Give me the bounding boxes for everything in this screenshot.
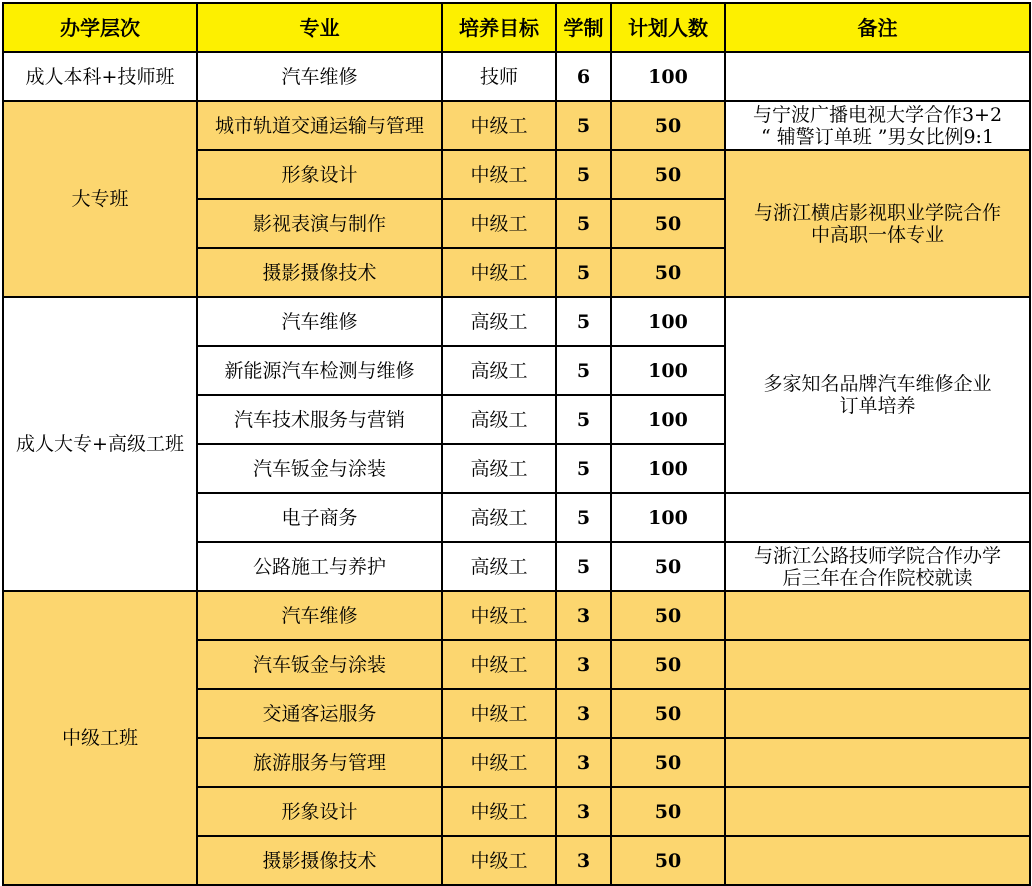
header-goal: 培养目标 <box>442 3 556 52</box>
enrollment-plan-table <box>2 2 1031 886</box>
count-cell: 50 <box>611 640 725 689</box>
major-cell: 形象设计 <box>197 150 442 199</box>
count-cell: 100 <box>611 52 725 101</box>
table-row <box>3 297 1030 346</box>
years-cell: 5 <box>556 444 611 493</box>
table-header-row <box>3 3 1030 52</box>
major-cell: 形象设计 <box>197 787 442 836</box>
header-count: 计划人数 <box>611 3 725 52</box>
count-cell: 100 <box>611 493 725 542</box>
note-line: 与浙江公路技师学院合作办学 <box>753 544 1001 567</box>
count-cell: 50 <box>611 689 725 738</box>
years-cell: 5 <box>556 101 611 150</box>
major-cell: 公路施工与养护 <box>197 542 442 591</box>
years-cell: 3 <box>556 787 611 836</box>
note-cell <box>725 640 1030 689</box>
years-cell: 3 <box>556 640 611 689</box>
note-line: 多家知名品牌汽车维修企业 <box>763 373 992 395</box>
goal-cell: 中级工 <box>442 199 556 248</box>
count-cell: 50 <box>611 787 725 836</box>
years-cell: 3 <box>556 738 611 787</box>
years-cell: 3 <box>556 689 611 738</box>
count-cell: 100 <box>611 346 725 395</box>
table-row <box>3 52 1030 101</box>
header-major: 专业 <box>197 3 442 52</box>
count-cell: 50 <box>611 591 725 640</box>
header-years: 学制 <box>556 3 611 52</box>
level-cell: 大专班 <box>3 101 197 297</box>
major-cell: 新能源汽车检测与维修 <box>197 346 442 395</box>
major-cell: 汽车维修 <box>197 591 442 640</box>
years-cell: 5 <box>556 346 611 395</box>
level-cell: 成人本科+技师班 <box>3 52 197 101</box>
years-cell: 6 <box>556 52 611 101</box>
major-cell: 汽车钣金与涂装 <box>197 444 442 493</box>
note-line: 订单培养 <box>839 395 916 417</box>
count-cell: 50 <box>611 199 725 248</box>
major-cell: 影视表演与制作 <box>197 199 442 248</box>
major-cell: 摄影摄像技术 <box>197 248 442 297</box>
major-cell: 汽车技术服务与营销 <box>197 395 442 444</box>
note-cell <box>725 787 1030 836</box>
note-line: 中高职一体专业 <box>810 223 944 246</box>
years-cell: 5 <box>556 248 611 297</box>
major-cell: 汽车维修 <box>197 297 442 346</box>
years-cell: 5 <box>556 542 611 591</box>
years-cell: 5 <box>556 395 611 444</box>
years-cell: 5 <box>556 199 611 248</box>
years-cell: 5 <box>556 493 611 542</box>
major-cell: 电子商务 <box>197 493 442 542</box>
level-cell: 中级工班 <box>3 591 197 885</box>
goal-cell: 高级工 <box>442 444 556 493</box>
goal-cell: 中级工 <box>442 836 556 885</box>
note-cell <box>725 52 1030 101</box>
goal-cell: 中级工 <box>442 689 556 738</box>
goal-cell: 中级工 <box>442 787 556 836</box>
major-cell: 交通客运服务 <box>197 689 442 738</box>
years-cell: 5 <box>556 297 611 346</box>
count-cell: 100 <box>611 444 725 493</box>
count-cell: 50 <box>611 542 725 591</box>
note-cell <box>725 591 1030 640</box>
table-row <box>3 101 1030 150</box>
major-cell: 摄影摄像技术 <box>197 836 442 885</box>
major-cell: 城市轨道交通运输与管理 <box>197 101 442 150</box>
goal-cell: 中级工 <box>442 101 556 150</box>
goal-cell: 高级工 <box>442 346 556 395</box>
level-cell: 成人大专+高级工班 <box>3 297 197 591</box>
goal-cell: 中级工 <box>442 248 556 297</box>
goal-cell: 技师 <box>442 52 556 101</box>
major-cell: 旅游服务与管理 <box>197 738 442 787</box>
table-row <box>3 591 1030 640</box>
goal-cell: 中级工 <box>442 150 556 199</box>
note-cell <box>725 836 1030 885</box>
count-cell: 100 <box>611 297 725 346</box>
count-cell: 100 <box>611 395 725 444</box>
goal-cell: 中级工 <box>442 640 556 689</box>
years-cell: 5 <box>556 150 611 199</box>
count-cell: 50 <box>611 101 725 150</box>
note-line: 与浙江横店影视职业学院合作 <box>753 201 1001 224</box>
note-cell <box>725 493 1030 542</box>
header-notes: 备注 <box>725 3 1030 52</box>
goal-cell: 高级工 <box>442 395 556 444</box>
count-cell: 50 <box>611 836 725 885</box>
header-level: 办学层次 <box>3 3 197 52</box>
major-cell: 汽车维修 <box>197 52 442 101</box>
count-cell: 50 <box>611 248 725 297</box>
goal-cell: 中级工 <box>442 591 556 640</box>
note-cell <box>725 542 1030 591</box>
note-line: 后三年在合作院校就读 <box>782 566 973 589</box>
note-line: 与宁波广播电视大学合作3+2 <box>752 103 1003 126</box>
note-cell <box>725 150 1030 297</box>
goal-cell: 高级工 <box>442 542 556 591</box>
major-cell: 汽车钣金与涂装 <box>197 640 442 689</box>
count-cell: 50 <box>611 738 725 787</box>
goal-cell: 高级工 <box>442 493 556 542</box>
note-line: “ 辅警订单班 ”男女比例9:1 <box>760 125 995 148</box>
years-cell: 3 <box>556 836 611 885</box>
note-cell <box>725 297 1030 493</box>
years-cell: 3 <box>556 591 611 640</box>
goal-cell: 中级工 <box>442 738 556 787</box>
note-cell <box>725 101 1030 150</box>
note-cell <box>725 689 1030 738</box>
count-cell: 50 <box>611 150 725 199</box>
goal-cell: 高级工 <box>442 297 556 346</box>
note-cell <box>725 738 1030 787</box>
